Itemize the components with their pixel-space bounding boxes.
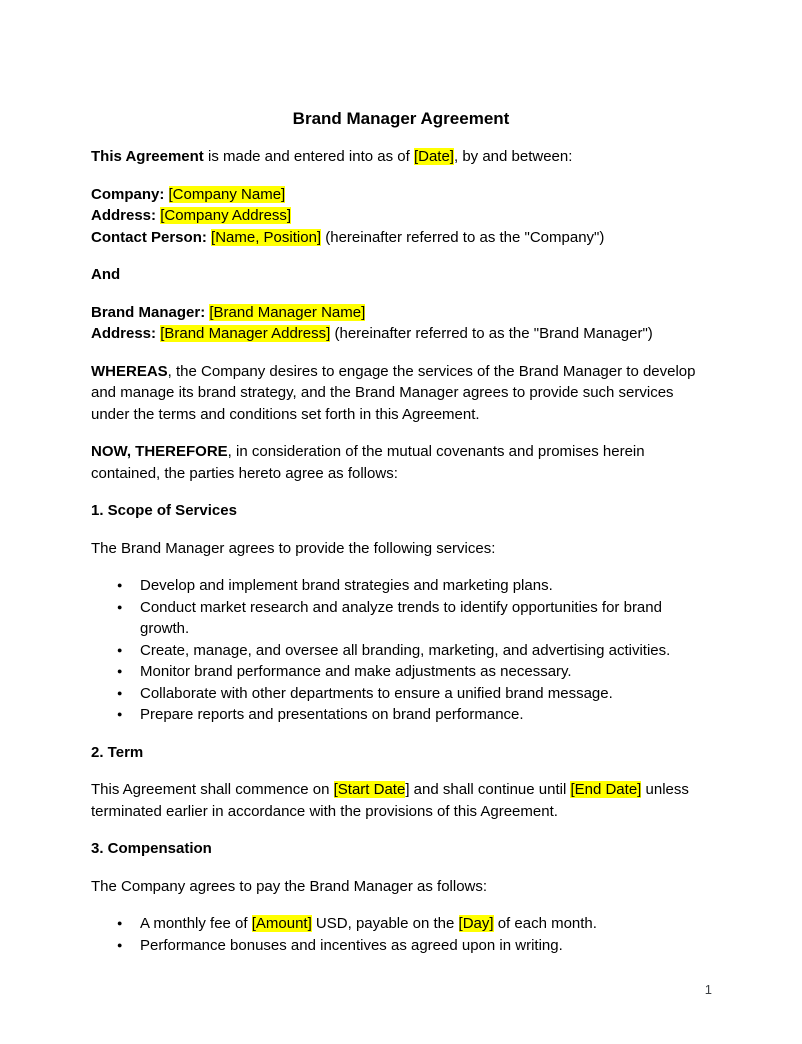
now-therefore-bold-lead: NOW, THEREFORE bbox=[91, 443, 228, 460]
company-line bbox=[91, 184, 711, 206]
whereas-bold-lead: WHEREAS bbox=[91, 362, 168, 380]
list-item: ● Conduct market research and analyze trends to identify opportunities for brand growth. bbox=[140, 597, 711, 640]
date-placeholder: [Date] bbox=[413, 148, 454, 165]
list-item: ● Create, manage, and oversee all branding, marketing, and advertising activities. bbox=[140, 640, 711, 662]
section-heading-compensation: 3. Compensation bbox=[91, 840, 212, 857]
contact-person-line bbox=[91, 227, 711, 249]
company-name-placeholder: [Company Name] bbox=[168, 185, 286, 203]
term-paragraph bbox=[91, 779, 711, 822]
list-item: ● Collaborate with other departments to ensure a unified brand message. bbox=[140, 683, 711, 705]
contact-person-suffix: (hereinafter referred to as the "Company") bbox=[321, 228, 605, 246]
list-item: ● Monitor brand performance and make adjustments as necessary. bbox=[140, 661, 711, 683]
amount-placeholder: [Amount] bbox=[251, 915, 312, 932]
company-label: Company: bbox=[91, 185, 165, 203]
end-date-placeholder: [End Date] bbox=[570, 781, 642, 798]
page-number: 1 bbox=[704, 982, 712, 997]
fee-text-2: USD, payable on the bbox=[311, 915, 459, 932]
brand-manager-address-placeholder: [Brand Manager Address] bbox=[160, 325, 331, 342]
intro-paragraph bbox=[91, 146, 711, 168]
start-date-closing-bracket: ] bbox=[405, 781, 410, 798]
intro-text-2: , by and between: bbox=[453, 148, 573, 165]
and-text: And bbox=[91, 266, 121, 283]
section-heading-scope-of-services: 1. Scope of Services bbox=[91, 502, 237, 519]
brand-manager-address-label: Address: bbox=[91, 325, 157, 342]
list-item: ● Prepare reports and presentations on brand performance. bbox=[140, 704, 711, 726]
fee-text-1: A monthly fee of bbox=[140, 915, 252, 932]
list-item: ● Performance bonuses and incentives as agreed upon in writing. bbox=[140, 935, 711, 957]
company-address-label: Address: bbox=[91, 207, 157, 224]
contact-person-placeholder: [Name, Position] bbox=[211, 228, 322, 246]
intro-text-1: is made and entered into as of bbox=[203, 148, 414, 165]
term-text-1: This Agreement shall commence on bbox=[91, 781, 334, 798]
whereas-text: , the Company desires to engage the services of the Brand Manager to develop and manage its brand strategy, and the Brand Manager agrees to provide such services under the terms and conditions set forth in this Agreement. bbox=[91, 362, 696, 423]
term-text-3: unless terminated earlier in accordance with the provisions of this Agreement. bbox=[91, 781, 689, 820]
contact-person-label: Contact Person: bbox=[91, 228, 207, 246]
scope-of-services-list bbox=[91, 575, 711, 726]
company-address-placeholder: [Company Address] bbox=[160, 207, 292, 224]
brand-manager-address-line bbox=[91, 323, 711, 345]
compensation-intro-paragraph: The Company agrees to pay the Brand Manager as follows: bbox=[91, 877, 488, 895]
document-title: Brand Manager Agreement bbox=[292, 109, 510, 128]
term-text-2: and shall continue until bbox=[409, 781, 571, 798]
now-therefore-text: , in consideration of the mutual covenants and promises herein contained, the parties hereto agree as follows: bbox=[91, 443, 645, 482]
whereas-paragraph bbox=[91, 361, 711, 426]
and-paragraph bbox=[91, 264, 711, 286]
brand-manager-label: Brand Manager: bbox=[91, 303, 206, 321]
section-heading-term: 2. Term bbox=[91, 743, 144, 761]
now-therefore-paragraph bbox=[91, 441, 711, 484]
brand-manager-block bbox=[91, 302, 711, 345]
brand-manager-name-placeholder: [Brand Manager Name] bbox=[209, 303, 366, 321]
fee-text-3: of each month. bbox=[493, 915, 597, 932]
list-item: ● Develop and implement brand strategies and marketing plans. bbox=[140, 575, 711, 597]
start-date-placeholder: [Start Date bbox=[333, 781, 406, 798]
intro-bold-lead: This Agreement bbox=[91, 148, 204, 165]
brand-manager-line bbox=[91, 302, 711, 324]
company-block bbox=[91, 184, 711, 249]
scope-intro-paragraph: The Brand Manager agrees to provide the following services: bbox=[91, 539, 496, 557]
brand-manager-address-suffix: (hereinafter referred to as the "Brand Manager") bbox=[330, 325, 653, 342]
day-placeholder: [Day] bbox=[458, 915, 494, 932]
list-item bbox=[140, 913, 711, 935]
compensation-list bbox=[91, 913, 711, 956]
company-address-line bbox=[91, 205, 711, 227]
